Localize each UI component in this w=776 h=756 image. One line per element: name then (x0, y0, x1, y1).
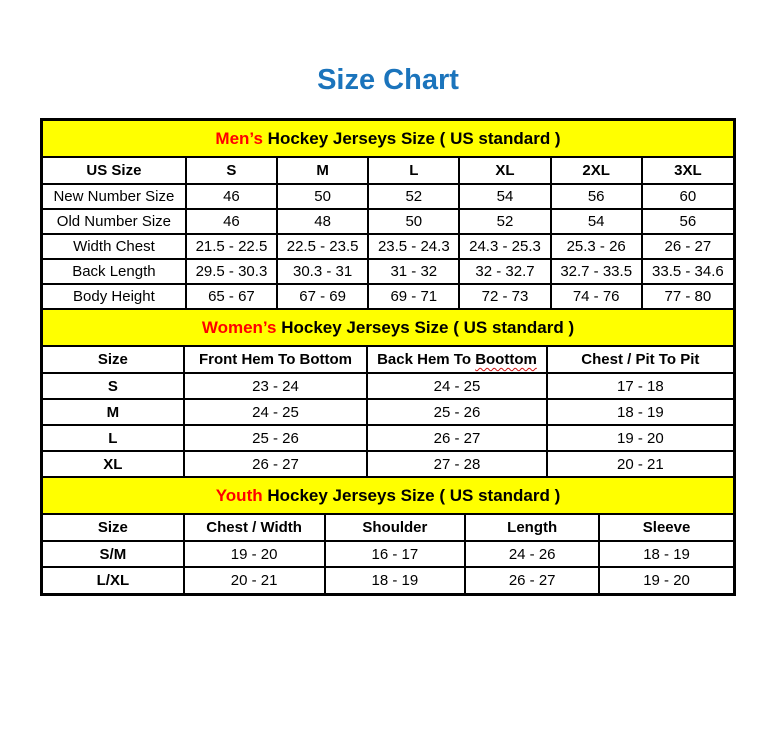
back-hem-typo-word: Boottom (475, 351, 537, 368)
cell: 52 (368, 184, 459, 209)
cell: 18 - 19 (547, 399, 733, 425)
mens-col-2xl: 2XL (551, 157, 642, 184)
row-label: New Number Size (43, 184, 186, 209)
table-row (43, 425, 733, 451)
youth-heading-highlight: Youth (215, 485, 263, 505)
cell: 32.7 - 33.5 (551, 259, 642, 284)
womens-size-table (43, 310, 733, 478)
cell: 74 - 76 (551, 284, 642, 309)
cell: 48 (277, 209, 368, 234)
table-row (43, 451, 733, 477)
table-row (43, 259, 733, 284)
cell: 18 - 19 (325, 567, 466, 593)
table-row (43, 284, 733, 309)
cell: 18 - 19 (599, 541, 733, 567)
cell: 26 - 27 (367, 425, 546, 451)
page-title: Size Chart (317, 64, 459, 96)
youth-col-length: Length (465, 514, 599, 541)
mens-col-l: L (368, 157, 459, 184)
mens-size-table (43, 121, 733, 310)
mens-col-us-size: US Size (43, 157, 186, 184)
mens-heading-rest: Hockey Jerseys Size ( US standard ) (262, 128, 561, 148)
cell: 23 - 24 (184, 373, 368, 399)
cell: 29.5 - 30.3 (186, 259, 277, 284)
row-label: Back Length (43, 259, 186, 284)
mens-col-m: M (277, 157, 368, 184)
womens-col-front-hem: Front Hem To Bottom (184, 346, 368, 373)
womens-band-row (43, 310, 733, 346)
cell: 50 (368, 209, 459, 234)
cell: 52 (459, 209, 550, 234)
cell: 54 (551, 209, 642, 234)
row-label: XL (43, 451, 184, 477)
cell: 46 (186, 184, 277, 209)
row-label: M (43, 399, 184, 425)
cell: 56 (551, 184, 642, 209)
cell: 24 - 26 (465, 541, 599, 567)
cell: 26 - 27 (184, 451, 368, 477)
table-row (43, 209, 733, 234)
mens-band-row (43, 121, 733, 157)
cell: 26 - 27 (642, 234, 733, 259)
youth-heading-rest: Hockey Jerseys Size ( US standard ) (262, 485, 561, 505)
cell: 25.3 - 26 (551, 234, 642, 259)
row-label: Old Number Size (43, 209, 186, 234)
cell: 72 - 73 (459, 284, 550, 309)
cell: 31 - 32 (368, 259, 459, 284)
cell: 24.3 - 25.3 (459, 234, 550, 259)
cell: 50 (277, 184, 368, 209)
mens-heading-highlight: Men’s (215, 128, 263, 148)
table-row (43, 184, 733, 209)
back-hem-prefix: Back Hem To (377, 351, 476, 368)
cell: 19 - 20 (547, 425, 733, 451)
cell: 69 - 71 (368, 284, 459, 309)
cell: 20 - 21 (184, 567, 325, 593)
cell: 19 - 20 (184, 541, 325, 567)
cell: 25 - 26 (367, 399, 546, 425)
cell: 24 - 25 (184, 399, 368, 425)
cell: 19 - 20 (643, 572, 690, 589)
mens-section-heading (43, 121, 733, 157)
cell: 46 (186, 209, 277, 234)
cell: 33.5 - 34.6 (642, 259, 733, 284)
cell: 54 (459, 184, 550, 209)
youth-band-row (43, 478, 733, 514)
cell: 27 - 28 (367, 451, 546, 477)
mens-header-row (43, 157, 733, 184)
youth-col-sleeve: Sleeve (599, 514, 733, 541)
size-chart (40, 118, 736, 596)
cell: 22.5 - 23.5 (277, 234, 368, 259)
womens-col-chest: Chest / Pit To Pit (547, 346, 733, 373)
table-row (43, 373, 733, 399)
table-row (43, 399, 733, 425)
womens-header-row (43, 346, 733, 373)
cell: 67 - 69 (277, 284, 368, 309)
cell: 30.3 - 31 (277, 259, 368, 284)
cell: 32 - 32.7 (459, 259, 550, 284)
youth-col-chest-width: Chest / Width (184, 514, 325, 541)
womens-col-size: Size (43, 346, 184, 373)
cell: 56 (642, 209, 733, 234)
cell: 16 - 17 (325, 541, 466, 567)
mens-col-xl: XL (459, 157, 550, 184)
row-label: Width Chest (43, 234, 186, 259)
womens-section-heading (43, 310, 733, 346)
table-row (43, 234, 733, 259)
cell: 60 (642, 184, 733, 209)
cell: 20 - 21 (547, 451, 733, 477)
womens-col-back-hem (367, 346, 546, 373)
table-row (43, 567, 733, 593)
youth-col-size: Size (43, 514, 184, 541)
row-label: L (43, 425, 184, 451)
cell: 24 - 25 (367, 373, 546, 399)
womens-heading-rest: Hockey Jerseys Size ( US standard ) (276, 317, 575, 337)
youth-size-table (43, 478, 733, 593)
row-label: L/XL (43, 567, 184, 593)
table-row (43, 541, 733, 567)
cell: 17 - 18 (547, 373, 733, 399)
youth-section-heading (43, 478, 733, 514)
row-label: S (43, 373, 184, 399)
cell: 25 - 26 (184, 425, 368, 451)
youth-header-row (43, 514, 733, 541)
cell: 77 - 80 (642, 284, 733, 309)
mens-col-3xl: 3XL (642, 157, 733, 184)
youth-col-shoulder: Shoulder (325, 514, 466, 541)
row-label: Body Height (43, 284, 186, 309)
womens-heading-highlight: Women’s (201, 317, 277, 337)
cell: 26 - 27 (465, 567, 599, 593)
cell: 23.5 - 24.3 (368, 234, 459, 259)
cell: 21.5 - 22.5 (186, 234, 277, 259)
row-label: S/M (43, 541, 184, 567)
mens-col-s: S (186, 157, 277, 184)
cell: 65 - 67 (186, 284, 277, 309)
